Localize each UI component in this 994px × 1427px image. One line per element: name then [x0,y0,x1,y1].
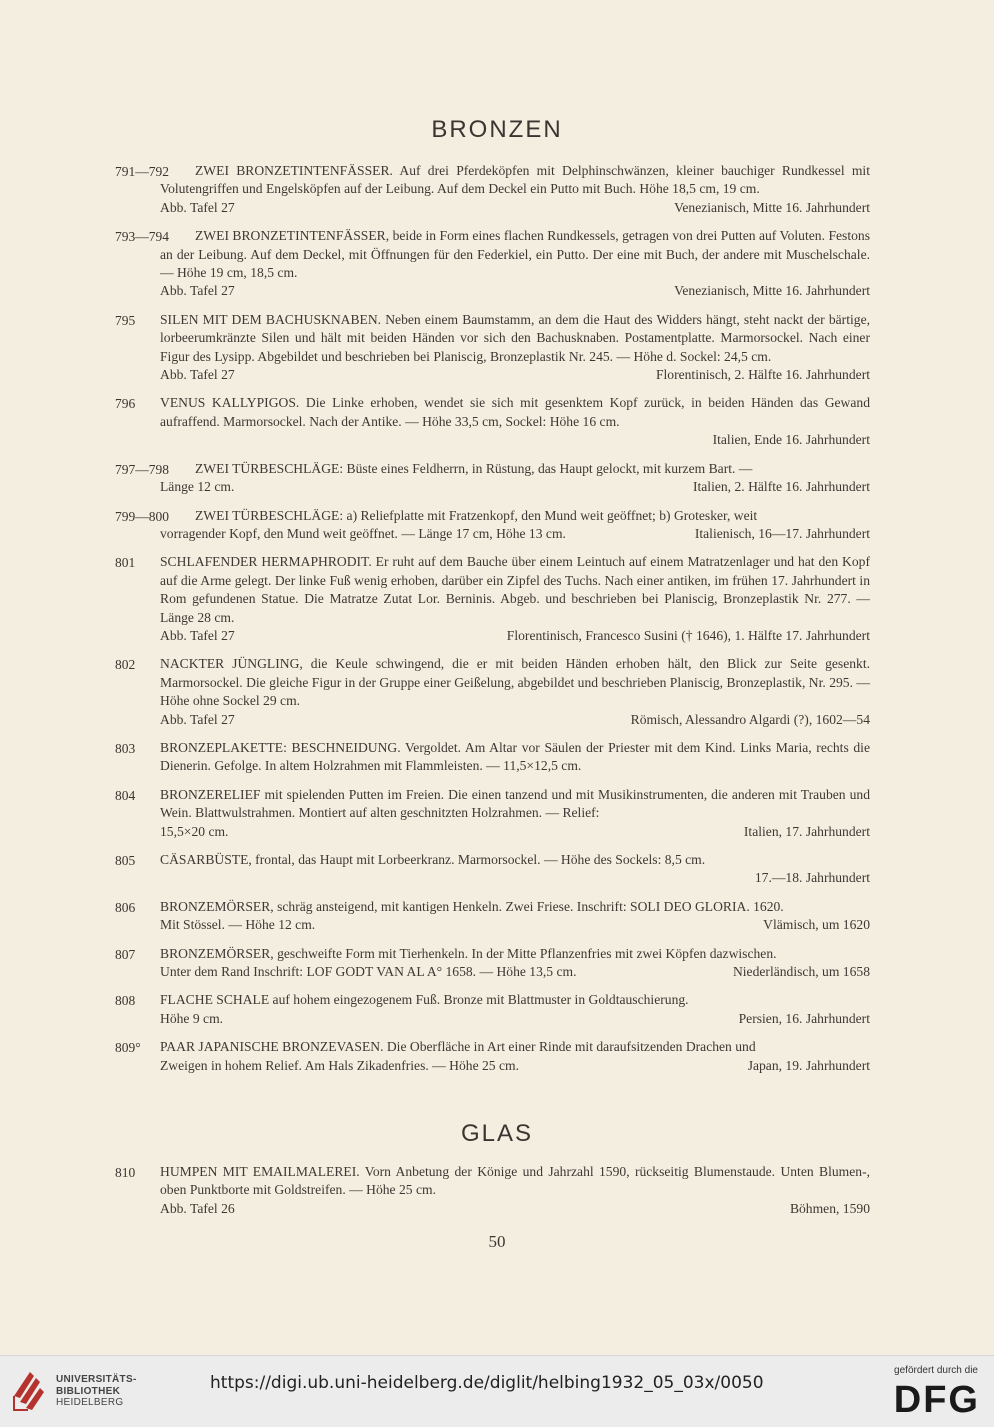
entry-attribution-row [160,431,870,449]
entry-origin-date: Florentinisch, Francesco Susini († 1646), 1. Hälfte 17. Jahrhundert [506,627,870,643]
lot-number: 795 [115,312,136,328]
lot-number: 793—794 [115,229,169,245]
lot-number: 806 [115,899,136,915]
entry-description: PAAR JAPANISCHE BRONZEVASEN. Die Oberfläche in Art einer Rinde mit daraufsitzenden Drachen und [160,1039,756,1055]
lot-number: 807 [115,946,136,962]
entry-reference: Abb. Tafel 27 [160,283,235,299]
entry-reference: Abb. Tafel 27 [160,367,235,383]
entry-reference: Unter dem Rand Inschrift: LOF GODT VAN AL A° 1658. — Höhe 13,5 cm. [160,964,577,980]
funded-by-label: gefördert durch die [894,1365,978,1376]
entry-description: BRONZEPLAKETTE: BESCHNEIDUNG. Vergoldet. Am Altar vor Säulen der Priester mit dem Kind. Links Maria, rechts die Dienerin. Gefolge. In altem Holzrahmen mit Flammleisten. — 11,5×12,5 cm. [160,739,870,774]
entry-attribution-row [160,525,870,543]
lot-number: 810 [115,1165,136,1180]
catalog-entry [0,655,994,729]
footer-bar [0,1355,994,1427]
entry-description: BRONZEMÖRSER, schräg ansteigend, mit kantigen Henkeln. Zwei Friese. Inschrift: SOLI DEO GLORIA. 1620. [160,898,784,914]
dfg-logo: DFG [893,1379,980,1421]
entry-origin-date: Venezianisch, Mitte 16. Jahrhundert [674,199,870,215]
library-name-line2: BIBLIOTHEK [56,1385,121,1397]
entry-origin-date: Vlämisch, um 1620 [763,917,870,933]
library-name-line1: UNIVERSITÄTS- [56,1374,137,1385]
lot-number: 791—792 [115,164,169,179]
entry-description: CÄSARBÜSTE, frontal, das Haupt mit Lorbeerkranz. Marmorsockel. — Höhe des Sockels: 8,5 cm. [160,852,706,867]
catalog-entry [0,311,994,385]
entry-attribution-row [160,1010,870,1028]
catalog-entry [0,851,994,888]
entry-attribution-row [160,916,870,934]
entry-description: HUMPEN MIT EMAILMALEREI. Vorn Anbetung der Könige und Jahrzahl 1590, rückseitig Blumenstaude. Unten Blumen-, oben Punktborte mit Goldstreifen. — Höhe 25 cm. [160,1164,870,1198]
entry-reference: 15,5×20 cm. [160,823,229,839]
catalog-entry [0,162,994,217]
entry-attribution-row [160,963,870,981]
lot-number: 808 [115,993,136,1009]
entry-origin-date: Römisch, Alessandro Algardi (?), 1602—54 [630,711,870,727]
entry-reference: Abb. Tafel 27 [160,627,235,643]
catalog-entry [0,739,994,776]
entry-description: SILEN MIT DEM BACHUSKNABEN. Neben einem Baumstamm, an dem die Haut des Widders hängt, steht nackt der bärtige, lorbeerumkränzte Silen und hält mit beiden Händen vor sich den Bachusknaben. Postamentplatte. Marmorsockel. Nach einer Figur des Lysipp. Abgebildet und beschrieben bei Planiscig, Bronzeplastik Nr. 245. — Höhe d. Sockel: 24,5 cm. [160,311,870,364]
entry-reference: Höhe 9 cm. [160,1010,224,1026]
entry-origin-date: Persien, 16. Jahrhundert [738,1010,870,1026]
entry-description: ZWEI BRONZETINTENFÄSSER. Auf drei Pferdeköpfen mit Delphinschwänzen, kleiner bauchiger Rundkessel mit Volutengriffen und Engelsköpfen auf der Leibung. Auf dem Deckel ein Putto mit Buch. Höhe 18,5 cm, 19 cm. [160,163,870,197]
entry-origin-date: Italienisch, 16—17. Jahrhundert [694,525,870,541]
library-name [56,1374,137,1409]
entry-attribution-row [160,711,870,729]
lot-number: 802 [115,657,136,673]
entry-attribution-row [160,1200,870,1218]
entry-origin-date: Japan, 19. Jahrhundert [747,1057,870,1073]
entry-description: NACKTER JÜNGLING, die Keule schwingend, die er mit beiden Händen erhoben hält, den Blick zur Seite gesenkt. Marmorsockel. Die gleiche Figur in der Gruppe einer Geißelung, abgebildet und beschrieben Planiscig, Bronzeplastik, Nr. 295. — Höhe ohne Sockel 29 cm. [160,656,870,709]
section-title-glas: GLAS [460,1120,534,1147]
catalog-entry [0,1038,994,1075]
lot-number: 797—798 [115,461,169,477]
entry-origin-date: Böhmen, 1590 [789,1200,870,1216]
entry-reference: Abb. Tafel 26 [160,1200,235,1216]
catalog-entry [0,394,994,449]
lot-number: 804 [115,787,136,803]
page-number: 50 [488,1232,506,1251]
entry-attribution-row [160,869,870,887]
catalog-entry [0,553,994,645]
entry-attribution-row [160,282,870,300]
university-library-logo-icon [10,1366,48,1414]
entry-description: VENUS KALLYPIGOS. Die Linke erhoben, wendet sie sich mit gesenktem Kopf zurück, in beiden Händen das Gewand aufraffend. Marmorsockel. Nach der Antike. — Höhe 33,5 cm, Sockel: Höhe 16 cm. [160,395,870,429]
entry-description: SCHLAFENDER HERMAPHRODIT. Er ruht auf dem Bauche über einem Leintuch auf einem Matratzenlager und hat den Kopf auf die Arme gelegt. Der linke Fuß wenig erhoben, darüber ein Zipfel des Tuchs. Nach einer antiken, im frühen 17. Jahrhundert in Rom gefundenen Statue. Die Matratze Zutat Lor. Berninis. Abgeb. und beschrieben bei Planiscig, Bronzeplastik Nr. 277. — Länge 28 cm. [160,554,870,625]
catalog-entry [0,898,994,935]
entry-reference: Zweigen in hohem Relief. Am Hals Zikadenfries. — Höhe 25 cm. [160,1057,520,1073]
entry-origin-date: Florentinisch, 2. Hälfte 16. Jahrhundert [655,367,870,383]
entry-description: FLACHE SCHALE auf hohem eingezogenem Fuß. Bronze mit Blattmuster in Goldtauschierung. [160,992,689,1008]
entry-attribution-row [160,823,870,841]
lot-number: 796 [115,396,136,412]
section-title-bronzen: BRONZEN [431,116,563,143]
catalog-entry [0,786,994,841]
catalog-entry [0,507,994,544]
lot-number: 809° [115,1040,141,1056]
catalog-entry [0,227,994,301]
entry-description: BRONZERELIEF mit spielenden Putten im Freien. Die einen tanzend und mit Musikinstrumenten, die anderen mit Trauben und Wein. Blattwulstrahmen. Montiert auf alten geschnitzten Holzrahmen. — Relief: [160,786,870,821]
library-name-line3: HEIDELBERG [56,1397,124,1408]
entry-reference: Abb. Tafel 27 [160,711,235,727]
entry-reference: vorragender Kopf, den Mund weit geöffnet. — Länge 17 cm, Höhe 13 cm. [160,525,566,541]
entries-glas [0,1163,994,1228]
catalog-entry [0,460,994,497]
entry-description: ZWEI TÜRBESCHLÄGE: Büste eines Feldherrn, in Rüstung, das Haupt gelockt, mit kurzem Bart. — [195,460,753,476]
entry-origin-date: Italien, 17. Jahrhundert [743,823,870,839]
entry-origin-date: Venezianisch, Mitte 16. Jahrhundert [674,283,870,299]
entry-origin-date: 17.—18. Jahrhundert [754,870,870,886]
entry-origin-date: Italien, 2. Hälfte 16. Jahrhundert [692,479,870,495]
catalog-entry [0,1163,994,1218]
entry-attribution-row [160,478,870,496]
lot-number: 799—800 [115,508,169,524]
lot-number: 805 [115,853,136,868]
entries-bronzen [0,162,994,1085]
entry-attribution-row [160,627,870,645]
entry-reference: Mit Stössel. — Höhe 12 cm. [160,917,316,933]
catalog-entry [0,945,994,982]
permalink-url[interactable]: https://digi.ub.uni-heidelberg.de/diglit/helbing1932_05_03x/0050 [210,1373,764,1393]
entry-reference: Abb. Tafel 27 [160,199,235,215]
entry-description: BRONZEMÖRSER, geschweifte Form mit Tierhenkeln. In der Mitte Pflanzenfries mit zwei Köpfen dazwischen. [160,945,777,961]
catalog-entry [0,991,994,1028]
entry-attribution-row [160,199,870,217]
lot-number: 803 [115,740,136,756]
entry-reference: Länge 12 cm. [160,479,235,495]
entry-origin-date: Niederländisch, um 1658 [732,964,870,980]
lot-number: 801 [115,555,136,571]
entry-origin-date: Italien, Ende 16. Jahrhundert [712,432,870,448]
entry-description: ZWEI BRONZETINTENFÄSSER, beide in Form eines flachen Rundkessels, getragen von drei Putten auf Voluten. Festons an der Leibung. Auf dem Deckel, mit Öffnungen für den Federkiel, ein Putto. Der eine mit Buch, der andere mit Muschelschale. — Höhe 19 cm, 18,5 cm. [160,228,870,281]
entry-attribution-row [160,1057,870,1075]
entry-attribution-row [160,366,870,384]
entry-description: ZWEI TÜRBESCHLÄGE: a) Reliefplatte mit Fratzenkopf, den Mund weit geöffnet; b) Grotesker, weit [195,507,758,523]
